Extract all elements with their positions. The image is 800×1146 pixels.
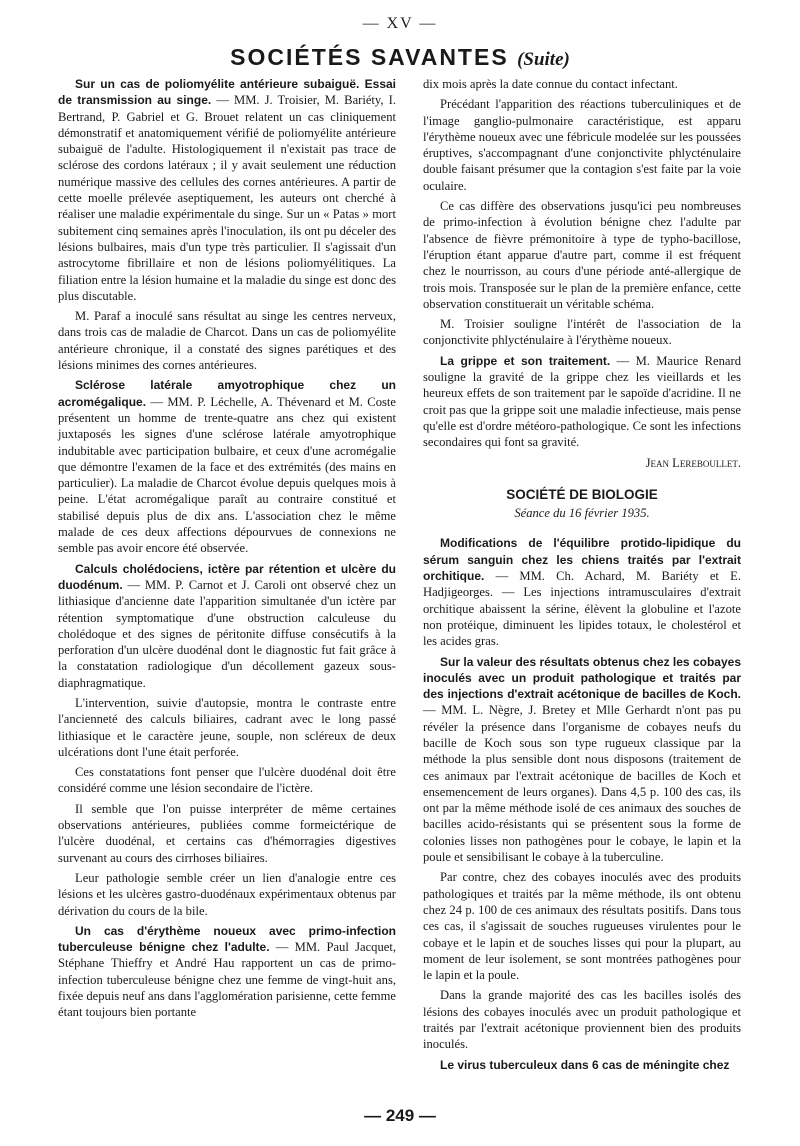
paragraph	[58, 561, 396, 691]
page-title	[0, 44, 800, 71]
paragraph-text: Dans la grande majorité des cas les bacilles isolés des lésions des cobayes inoculés avec un produit pathologique et traités par l'extrait acétonique proviennent bien des produits inoculés.	[423, 988, 741, 1052]
paragraph	[423, 987, 741, 1052]
paragraph	[423, 96, 741, 194]
paragraph-text: — MM. P. Léchelle, A. Thévenard et M. Coste présentent un homme de trente-quatre ans chez qui existent juxtaposés les signes d'une sclérose latérale amyotrophique indubitable avec participation bulbaire, et ceux d'une acromégalie que démontre l'examen de la face et des extrémités (des mains en particulier). La maladie de Charcot évolue depuis quelques mois à peine. L'état acromégalique paraît au contraire constitué et stabilisé depuis plus de dix ans. L'association chez le même malade de ces deux affections dépourvues de connexions ne semble pas avoir encore été observée.	[58, 394, 396, 556]
paragraph	[58, 76, 396, 304]
paragraph-heading: Modifications de l'équilibre protido-lipidique du sérum sanguin chez les chiens traités par l'extrait orchitique.	[423, 536, 741, 584]
paragraph-heading: Calculs cholédociens, ictère par rétention et ulcère du duodénum.	[58, 561, 396, 592]
paragraph	[58, 695, 396, 760]
paragraph-text: — MM. L. Nègre, J. Bretey et Mlle Gerhardt n'ont pas pu révéler la présence dans l'organisme de cobayes neufs du bacille de Koch sous son type rugueux classique par la méthode la plus sensible dont nous disposons (traitement de ces animaux par l'extrait acétonique de bacilles de Koch et ensemencement de leurs organes). Dans 4,5 p. 100 des cas, ils ont par la même méthode isolé de ces animaux des souches de bacilles acido-résistants qui se présentent sous la forme de colonies lisses non pathogènes pour le cobaye, le lapin et la poule et sensibilisant le cobaye à la tuberculine.	[423, 703, 741, 865]
paragraph	[423, 654, 741, 866]
paragraph	[58, 764, 396, 797]
paragraph	[423, 76, 741, 92]
paragraph-text: — MM. Paul Jacquet, Stéphane Thieffry et André Hau rapportent un cas de primo-infection tuberculeuse bénigne chez une femme de vingt-huit ans, fixée depuis neuf ans dans l'agglomération parisienne, cette femme étant toujours bien portante	[58, 940, 396, 1020]
paragraph	[58, 308, 396, 373]
paragraph-heading: Un cas d'érythème noueux avec primo-infection tuberculeuse bénigne chez l'adulte.	[58, 923, 396, 955]
paragraph-text: M. Troisier souligne l'intérêt de l'association de la conjonctivite phlycténulaire à l'érythème noueux.	[423, 317, 741, 348]
paragraph-text: Leur pathologie semble créer un lien d'analogie entre ces lésions et les ulcères gastro-duodénaux expérimentaux obtenus par dérivation du cours de la bile.	[58, 870, 396, 918]
roman-page-number: — XV —	[362, 15, 438, 32]
paragraph	[58, 870, 396, 919]
paragraph	[423, 1057, 741, 1073]
paragraph-text: Ce cas diffère des observations jusqu'ici peu nombreuses de primo-infection à évolution bénigne chez l'adulte par l'absence de fièvre prémonitoire à type de typho-bacillose, l'éruption étant apparue d'autre part, comme il est fréquent chez le nourrisson, au cours d'une période anté-allergique de trois mois. Transposée sur le plan de la première enfance, cette observation constituerait un véritable schéma.	[423, 199, 741, 311]
right-column	[423, 76, 741, 1077]
author-signature: Jean Lereboullet.	[645, 455, 741, 470]
paragraph-text: — MM. J. Troisier, M. Bariéty, I. Bertrand, P. Gabriel et G. Brouet relatent un cas cliniquement démonstratif et anatomiquement vérifié de poliomyélite antérieure subaiguë de l'adulte. Histologiquement il n'existait pas trace de sclérose des cordons latéraux ; il y avait seulement une réduction numérique massive des cellules des cornes antérieures. A partir de cette moelle prélevée aseptiquement, les auteurs ont cherché à réaliser une maladie expérimentale du singe. Sur un « Patas » mort subitement cinq semaines après l'inoculation, ils ont pu déceler des lésions bulbaires, mais d'un type très particulier. Il s'agissait d'un astrocytome fibrillaire et non de lésions poliomyélitiques. La filiation entre la lésion humaine et la maladie du singe est donc des plus discutable.	[58, 93, 396, 303]
paragraph-heading: Sclérose latérale amyotrophique chez un acromégalique.	[58, 378, 396, 409]
paragraph	[423, 316, 741, 349]
section-date: Séance du 16 février 1935.	[514, 506, 650, 521]
paragraph-text: Par contre, chez des cobayes inoculés avec des produits pathologiques et traités par la même méthode, ils ont obtenu chez 24 p. 100 de ces animaux des résultats positifs. Dans tous ces cas, il s'agissait de souches rugueuses virulentes pour le cobaye et le lapin et de souches lisses qui pour la plupart, au moment de leur isolement, se sont montrées pathogènes pour le lapin et la poule.	[423, 870, 741, 983]
paragraph-text: — MM. Ch. Achard, M. Bariéty et E. Hadjigeorges. — Les injections intramusculaires d'extrait orchitique abaissent la sérine, élèvent la globuline et l'azote non protéique, diminuent les lipides totaux, le cholestérol et les acides gras.	[423, 569, 741, 649]
paragraph-text: — MM. P. Carnot et J. Caroli ont observé chez un lithiasique d'ancienne date l'apparition simultanée d'un ictère par rétention symptomatique d'une obstruction calculeuse du cholédoque et des signes de péritonite diffuse consécutifs à la perforation d'un ulcère duodénal dont le diagnostic fut fait grâce à la constatation radiologique d'un décollement gazeux sous-diaphragmatique.	[58, 577, 396, 690]
paragraph-text: Précédant l'apparition des réactions tuberculiniques et de l'image ganglio-pulmonaire caractéristique, est apparu l'érythème noueux avec une fébricule modelée sur les poussées éruptives, s'accompagnant d'une conjonctivite phlycténulaire double faisant présumer que la contagion s'est faite par la voie oculaire.	[423, 97, 741, 193]
paragraph-text: Il semble que l'on puisse interpréter de même certaines observations antérieures, publiées comme formeictérique de l'ulcère duodénal, et certains cas d'hémorragies digestives survenant au cours des cirrhoses biliaires.	[58, 801, 396, 865]
paragraph	[58, 377, 396, 556]
title-suffix: (Suite)	[517, 49, 570, 70]
paragraph-heading: Sur un cas de poliomyélite antérieure subaiguë. Essai de transmission au singe.	[58, 77, 396, 108]
right-column-top	[423, 76, 741, 451]
paragraph	[58, 801, 396, 866]
paragraph-text: dix mois après la date connue du contact infectant.	[423, 77, 678, 91]
right-column-bottom	[423, 535, 741, 1073]
paragraph-heading: Sur la valeur des résultats obtenus chez les cobayes inoculés avec un produit pathologique et traités par des injections d'extrait acétonique de bacilles de Koch.	[423, 654, 741, 702]
paragraph	[423, 198, 741, 312]
section-title: SOCIÉTÉ DE BIOLOGIE	[506, 486, 658, 502]
left-column	[58, 76, 396, 1025]
title-text: SOCIÉTÉS SAVANTES	[230, 44, 509, 70]
paragraph	[423, 535, 741, 649]
paragraph	[58, 923, 396, 1021]
paragraph-text: M. Paraf a inoculé sans résultat au singe les centres nerveux, dans trois cas de maladie de Charcot. Dans un cas de poliomyélite antérieure chronique, il a constaté des signes parétiques et des lésions minimes des cornes antérieures.	[58, 309, 396, 373]
paragraph-heading: Le virus tuberculeux dans 6 cas de méningite chez	[440, 1057, 730, 1072]
paragraph-text: Ces constatations font penser que l'ulcère duodénal doit être considéré comme une lésion secondaire de l'ictère.	[58, 765, 396, 796]
paragraph-heading: La grippe et son traitement.	[440, 353, 611, 368]
page-number: — 249 —	[364, 1106, 436, 1125]
paragraph-text: — M. Maurice Renard souligne la gravité de la grippe chez les vieillards et les heureux effets de son traitement par le sapoïde d'acridine. Il ne croit pas que la grippe soit une maladie infectieuse, mais pense qu'elle est d'ordre météoro-pathologique. Ce sont les infections secondaires qui font sa gravité.	[423, 353, 741, 450]
paragraph	[423, 869, 741, 983]
paragraph-text: L'intervention, suivie d'autopsie, montra le contraste entre l'ancienneté des calculs biliaires, cadrant avec le long passé lithiasique et le caractère jeune, souple, non scléreux de deux ulcérations dont l'une était perforée.	[58, 695, 396, 759]
paragraph	[423, 353, 741, 451]
